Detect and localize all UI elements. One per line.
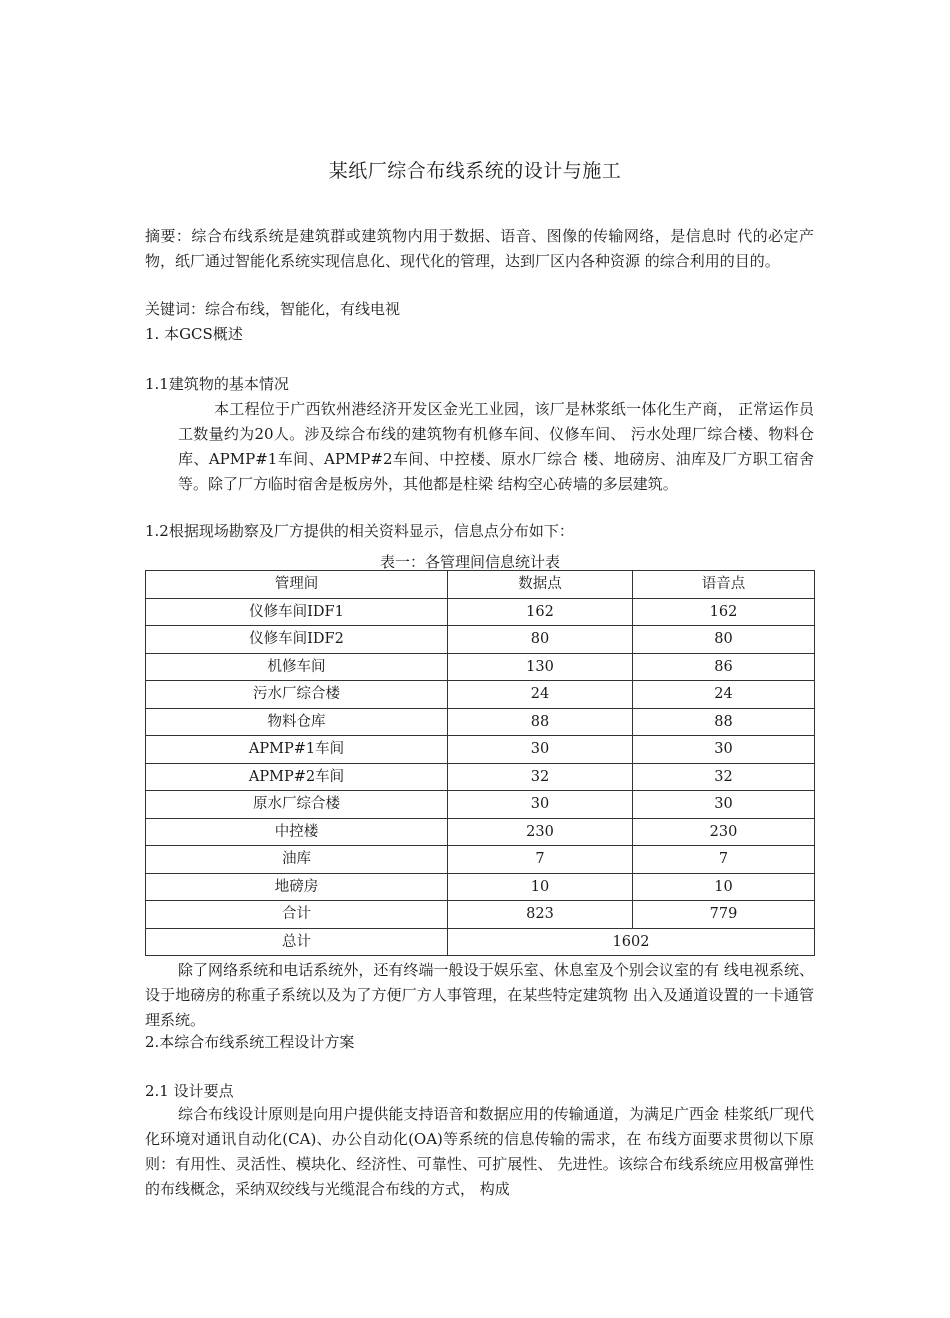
section-1-1-heading: 1.1建筑物的基本情况 bbox=[145, 375, 289, 393]
table-row bbox=[146, 598, 815, 626]
section-2-1-body: 综合布线设计原则是向用户提供能支持语音和数据应用的传输通道，为满足广西金 桂浆纸厂现代化环境对通讯自动化(CA)、办公自动化(OA)等系统的信息传输的需求，在 布线方面要求贯彻以下原则：有用性、灵活性、模块化、经济性、可靠性、可扩展性、 先进性。该综合布线系统应用极富弹性的布线概念，采纳双绞线与光缆混合布线的方式， 构成 bbox=[145, 1105, 814, 1198]
table-row bbox=[146, 873, 815, 901]
cell-data: 162 bbox=[448, 598, 633, 626]
after-table-paragraph: 除了网络系统和电话系统外，还有终端一般设于娱乐室、休息室及个别会议室的有 线电视系统、设于地磅房的称重子系统以及为了方便厂方人事管理，在某些特定建筑物 出入及通道设置的一卡通管理系统。 bbox=[145, 961, 814, 1029]
table-row bbox=[146, 736, 815, 764]
header-voice-points: 语音点 bbox=[633, 571, 815, 599]
cell-data: 88 bbox=[448, 708, 633, 736]
table-row bbox=[146, 681, 815, 709]
cell-voice: 230 bbox=[633, 818, 815, 846]
cell-voice: 30 bbox=[633, 791, 815, 819]
cell-data: 30 bbox=[448, 736, 633, 764]
cell-voice: 779 bbox=[633, 901, 815, 929]
table-row bbox=[146, 626, 815, 654]
table-row bbox=[146, 818, 815, 846]
section-1-2-heading: 1.2根据现场勘察及厂方提供的相关资料显示，信息点分布如下： bbox=[145, 522, 574, 540]
cell-data: 80 bbox=[448, 626, 633, 654]
cell-data: 7 bbox=[448, 846, 633, 874]
section-2-1-heading: 2.1 设计要点 bbox=[145, 1082, 234, 1100]
table-caption: 表一：各管理间信息统计表 bbox=[380, 553, 561, 571]
table-row bbox=[146, 763, 815, 791]
table-row-subtotal bbox=[146, 901, 815, 929]
cell-room: 物料仓库 bbox=[146, 708, 448, 736]
section-1-1-body: 本工程位于广西钦州港经济开发区金光工业园，该厂是林浆纸一体化生产商， 正常运作员工数量约为20人。涉及综合布线的建筑物有机修车间、仪修车间、 污水处理厂综合楼、物料仓库、APMP#1车间、APMP#2车间、中控楼、原水厂综合 楼、地磅房、油库及厂方职工宿舍等。除了厂方临时宿舍是板房外，其他都是柱梁 结构空心砖墙的多层建筑。 bbox=[178, 400, 814, 493]
cell-room: 油库 bbox=[146, 846, 448, 874]
cell-total-label: 总计 bbox=[146, 928, 448, 956]
section-1-heading: 1. 本GCS概述 bbox=[145, 325, 243, 343]
keywords-line: 关键词：综合布线，智能化，有线电视 bbox=[145, 300, 401, 318]
table-row bbox=[146, 791, 815, 819]
cell-room: 污水厂综合楼 bbox=[146, 681, 448, 709]
table-header-row bbox=[146, 571, 815, 599]
info-points-table bbox=[145, 570, 815, 956]
document-title: 某纸厂综合布线系统的设计与施工 bbox=[328, 160, 622, 182]
cell-voice: 7 bbox=[633, 846, 815, 874]
cell-voice: 162 bbox=[633, 598, 815, 626]
cell-data: 823 bbox=[448, 901, 633, 929]
table-row bbox=[146, 708, 815, 736]
table-row-total bbox=[146, 928, 815, 956]
cell-room: 原水厂综合楼 bbox=[146, 791, 448, 819]
cell-voice: 86 bbox=[633, 653, 815, 681]
cell-voice: 30 bbox=[633, 736, 815, 764]
header-data-points: 数据点 bbox=[448, 571, 633, 599]
cell-data: 230 bbox=[448, 818, 633, 846]
section-2-heading: 2.本综合布线系统工程设计方案 bbox=[145, 1033, 355, 1051]
cell-room: 仪修车间IDF1 bbox=[146, 598, 448, 626]
cell-total-value: 1602 bbox=[448, 928, 815, 956]
cell-data: 24 bbox=[448, 681, 633, 709]
table-row bbox=[146, 653, 815, 681]
cell-room: APMP#2车间 bbox=[146, 763, 448, 791]
cell-voice: 24 bbox=[633, 681, 815, 709]
cell-room: 机修车间 bbox=[146, 653, 448, 681]
cell-voice: 32 bbox=[633, 763, 815, 791]
abstract-paragraph: 摘要：综合布线系统是建筑群或建筑物内用于数据、语音、图像的传输网络，是信息时 代的必定产物，纸厂通过智能化系统实现信息化、现代化的管理，达到厂区内各种资源 的综合利用的目的。 bbox=[145, 227, 814, 270]
cell-room: APMP#1车间 bbox=[146, 736, 448, 764]
header-room: 管理间 bbox=[146, 571, 448, 599]
cell-voice: 88 bbox=[633, 708, 815, 736]
cell-data: 30 bbox=[448, 791, 633, 819]
cell-room: 合计 bbox=[146, 901, 448, 929]
cell-voice: 10 bbox=[633, 873, 815, 901]
cell-room: 中控楼 bbox=[146, 818, 448, 846]
cell-data: 130 bbox=[448, 653, 633, 681]
cell-data: 10 bbox=[448, 873, 633, 901]
table-row bbox=[146, 846, 815, 874]
cell-room: 地磅房 bbox=[146, 873, 448, 901]
cell-voice: 80 bbox=[633, 626, 815, 654]
cell-room: 仪修车间IDF2 bbox=[146, 626, 448, 654]
cell-data: 32 bbox=[448, 763, 633, 791]
